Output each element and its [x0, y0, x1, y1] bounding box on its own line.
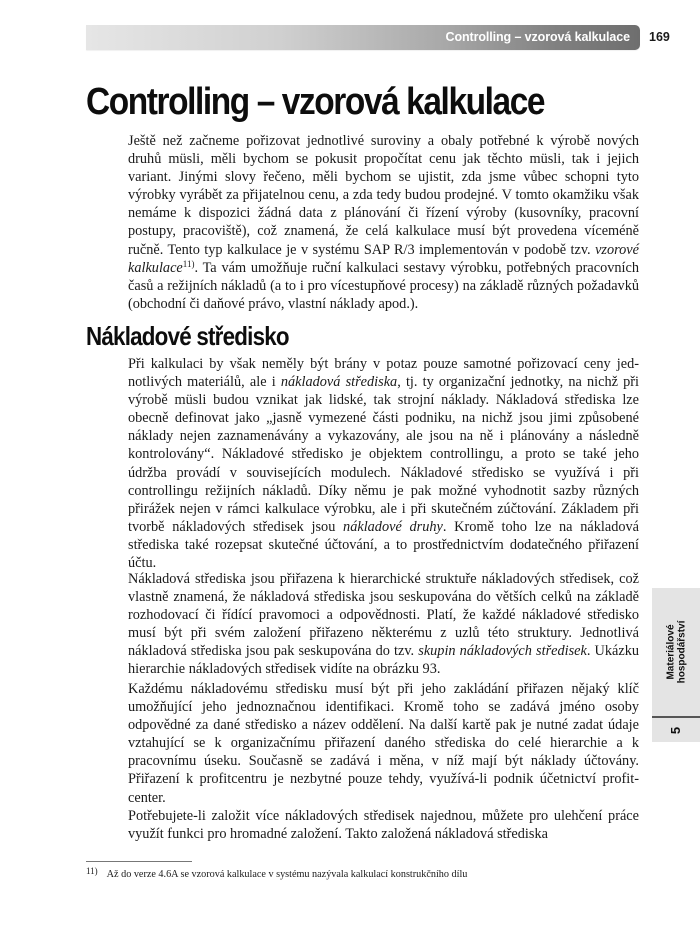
- footnote-divider: [86, 861, 192, 862]
- term-emphasis: skupin nákladových středisek: [418, 643, 587, 660]
- side-tab-label: [652, 588, 700, 716]
- paragraph-text: . Ukázku hierarchie nákladových středisek vidíte na obrázku 93.: [128, 643, 639, 678]
- page-number: 169: [649, 30, 670, 44]
- section-paragraph: Každému nákladovému středisku musí být při jeho zakládání přiřazen nějaký klíč umožňující jeho jednoznačnou identifikaci. Kromě toho se zadává jméno osoby odpovědné za dané středisko a název oddělení. Na další kartě pak je nutné zadat údaje vztahující se k organizačnímu přiřazení daného střediska do celé hierarchie a k pracovnímu úseku. Současně se zadává i měna, v níž mají být náklady účtovány. Přiřazení k profitcentru je nezbytné pouze tehdy, využívá-li podnik účetnictví profitcenter.: [128, 681, 639, 806]
- footnote: [86, 868, 467, 882]
- chapter-number: 5: [668, 726, 684, 734]
- side-tab-label-line: hospodářství: [676, 620, 688, 684]
- term-emphasis: vzorové kalkulace: [128, 241, 639, 276]
- term-emphasis: nákladové druhy: [343, 518, 443, 535]
- footnote-reference[interactable]: 11): [182, 258, 195, 269]
- paragraph-text: . Kromě toho lze na nákladová střediska také rozepsat skutečné účtování, a to prostřednictvím dodatečného přiřazení účtu.: [128, 518, 639, 572]
- paragraph-text: Při kalkulaci by však neměly být brány v potaz pouze samotné pořizovací ceny jednotlivých materiálů, ale i: [128, 356, 639, 391]
- running-header-title: Controlling – vzorová kalkulace: [445, 30, 630, 44]
- term-emphasis: nákladová střediska: [280, 374, 398, 391]
- paragraph-text: Ještě než začneme pořizovat jednotlivé suroviny a obaly potřebné k výrobě nových druhů müsli, měli bychom se pokusit propočítat cenu jak těchto müsli, tak i jejich variant. Jinými slovy řečeno, měli bychom se ujistit, zda jsme vůbec schopni tyto výrobky vyrábět za přijatelnou cenu, a zda tedy budou prodejné. V tomto okamžiku však nemáme k dispozici žádná data z plánování či řízení výroby (kusovníky, pracovní postupy, pracoviště), což znamená, že celá kalkulace musí být provedena víceméně ručně. Tento typ kalkulace je v systému SAP R/3 implementován v podobě tzv.: [128, 133, 639, 258]
- section-paragraph: [128, 355, 639, 572]
- paragraph-text: Nákladová střediska jsou přiřazena k hierarchické struktuře nákladových středisek, což vlastně znamená, že nákladová střediska jsou seskupována do větších celků na základě rozhodovací či řídící pravomoci a odpovědnosti. Platí, že každé nákladové středisko musí být při svém založení přiřazeno některému z uzlů této struktury. Jednotlivá nákladová střediska jsou pak seskupována do tzv.: [128, 571, 639, 660]
- footnote-mark: 11): [86, 866, 98, 876]
- footnote-text: Až do verze 4.6A se vzorová kalkulace v systému nazývala kalkulací konstrukčního dílu: [106, 869, 468, 880]
- chapter-title: Controlling – vzorová kalkulace: [86, 81, 545, 123]
- side-tab-label-line: Materiálové: [665, 624, 677, 680]
- running-header-bar: [86, 25, 640, 50]
- intro-paragraph: [128, 132, 639, 313]
- side-tab-chapter-number: [652, 718, 700, 742]
- paragraph-text: , tj. ty organizační jednotky, na nichž při výrobě müsli budou vznikat jak lidské, tak strojní náklady. Nákladová střediska lze obecně definovat jako „jasně vymezené části podniku, na nichž jsou jimi způsobené náklady nejen zaznamenávány a vykazovány, ale jsou na ně i plánovány a následně kontrolovány“. Nákladové středisko je objektem controllingu, a proto se také jeho údržba provádí v souvisejících modulech. Nákladové středisko se využívá i při controllingu režijních nákladů. Díky němu je pak možné vyhodnotit sazby různých přirážek nejen v rámci kalkulace výrobku, ale i při skutečném zúčtování. Základem při tvorbě nákladových středisek jsou: [128, 374, 639, 535]
- section-title: Nákladové středisko: [86, 321, 289, 351]
- paragraph-text: . Ta vám umožňuje ruční kalkulaci sestavy výrobku, potřebných pracovních časů a režijních nákladů (a to i pro vícestupňové procesy) na základě různých požadavků (obchodní či daňové právo, vlastní náklady apod.).: [128, 259, 639, 312]
- section-paragraph: Potřebujete-li založit více nákladových středisek najednou, můžete pro ulehčení práce využít funkci pro hromadné založení. Takto založená nákladová střediska: [128, 808, 639, 843]
- section-paragraph: [128, 570, 639, 679]
- chapter-side-tab[interactable]: [652, 588, 700, 742]
